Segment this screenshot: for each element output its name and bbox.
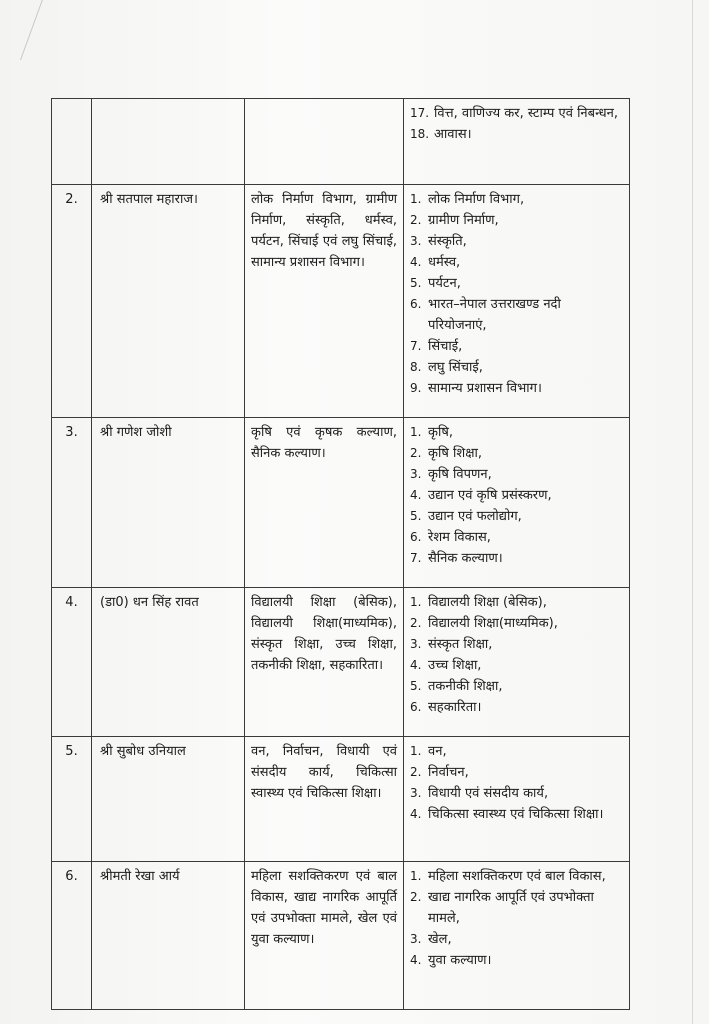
list-item-text: लघु सिंचाई, bbox=[428, 360, 483, 375]
list-item-number: 4. bbox=[410, 488, 422, 502]
department-list-cell bbox=[404, 99, 630, 185]
list-item-text: सहकारिता। bbox=[428, 700, 482, 715]
list-item bbox=[410, 634, 623, 655]
list-item bbox=[410, 613, 623, 634]
department-list-cell bbox=[404, 185, 630, 418]
list-item bbox=[410, 592, 623, 613]
list-item-text: रेशम विकास, bbox=[428, 530, 491, 545]
list-item-text: विद्यालयी शिक्षा (बेसिक), bbox=[428, 595, 547, 610]
minister-name bbox=[92, 99, 245, 185]
list-item-text: वित्त, वाणिज्य कर, स्टाम्प एवं निबन्धन, bbox=[434, 106, 619, 121]
list-item-text: उच्च शिक्षा, bbox=[428, 658, 482, 673]
department-summary: वन, निर्वाचन, विधायी एवं संसदीय कार्य, चिकित्सा स्वास्थ्य एवं चिकित्सा शिक्षा। bbox=[245, 737, 404, 862]
list-item bbox=[410, 506, 623, 527]
list-item-number: 1. bbox=[410, 425, 422, 439]
list-item-number: 6. bbox=[410, 700, 422, 714]
list-item-number: 9. bbox=[410, 381, 422, 395]
list-item-text: खेल, bbox=[428, 932, 452, 947]
list-item-text: उद्यान एवं फलोद्योग, bbox=[428, 509, 522, 524]
list-item bbox=[410, 336, 623, 357]
list-item bbox=[410, 357, 623, 378]
list-item-text: पर्यटन, bbox=[428, 276, 461, 291]
list-item-number: 4. bbox=[410, 255, 422, 269]
list-item-number: 5. bbox=[410, 509, 422, 523]
list-item bbox=[410, 210, 623, 231]
list-item bbox=[410, 231, 623, 252]
department-summary: महिला सशक्तिकरण एवं बाल विकास, खाद्य नागरिक आपूर्ति एवं उपभोक्ता मामले, खेल एवं युवा कल्याण। bbox=[245, 862, 404, 1010]
list-item-number: 1. bbox=[410, 192, 422, 206]
department-summary: कृषि एवं कृषक कल्याण, सैनिक कल्याण। bbox=[245, 418, 404, 588]
list-item-text: सामान्य प्रशासन विभाग। bbox=[428, 381, 542, 396]
list-item-number: 3. bbox=[410, 932, 422, 946]
list-item-text: तकनीकी शिक्षा, bbox=[428, 679, 503, 694]
department-list bbox=[410, 422, 623, 569]
table-row bbox=[52, 737, 630, 862]
list-item-text: लोक निर्माण विभाग, bbox=[428, 192, 525, 207]
department-list-cell bbox=[404, 737, 630, 862]
list-item-number: 3. bbox=[410, 234, 422, 248]
list-item-text: भारत–नेपाल उत्तराखण्ड नदी परियोजनाएं, bbox=[428, 297, 561, 333]
list-item bbox=[410, 804, 623, 825]
list-item-number: 4. bbox=[410, 953, 422, 967]
serial-number bbox=[52, 99, 92, 185]
list-item-number: 5. bbox=[410, 679, 422, 693]
list-item bbox=[410, 464, 623, 485]
list-item bbox=[410, 929, 623, 950]
list-item-number: 2. bbox=[410, 765, 422, 779]
list-item-text: उद्यान एवं कृषि प्रसंस्करण, bbox=[428, 488, 552, 503]
serial-number: 6. bbox=[52, 862, 92, 1010]
list-item-number: 17. bbox=[410, 106, 430, 120]
page-corner-mark bbox=[0, 0, 43, 60]
list-item-number: 1. bbox=[410, 869, 422, 883]
list-item-number: 2. bbox=[410, 213, 422, 227]
list-item bbox=[410, 950, 623, 971]
minister-name: श्री सुबोध उनियाल bbox=[92, 737, 245, 862]
list-item-number: 1. bbox=[410, 595, 422, 609]
list-item bbox=[410, 762, 623, 783]
list-item bbox=[410, 866, 623, 887]
list-item-text: संस्कृत शिक्षा, bbox=[428, 637, 493, 652]
list-item-text: धर्मस्व, bbox=[428, 255, 461, 270]
page-edge-line bbox=[692, 0, 693, 1024]
list-item-number: 1. bbox=[410, 744, 422, 758]
table-row bbox=[52, 185, 630, 418]
list-item bbox=[410, 697, 623, 718]
list-item bbox=[410, 252, 623, 273]
list-item bbox=[410, 422, 623, 443]
list-item-number: 7. bbox=[410, 339, 422, 353]
list-item-number: 4. bbox=[410, 807, 422, 821]
list-item bbox=[410, 485, 623, 506]
list-item bbox=[410, 443, 623, 464]
list-item-number: 5. bbox=[410, 276, 422, 290]
list-item bbox=[410, 294, 623, 336]
list-item-number: 6. bbox=[410, 530, 422, 544]
list-item bbox=[410, 378, 623, 399]
list-item-number: 2. bbox=[410, 890, 422, 904]
minister-name: श्री गणेश जोशी bbox=[92, 418, 245, 588]
list-item bbox=[410, 103, 623, 124]
list-item-text: ग्रामीण निर्माण, bbox=[428, 213, 499, 228]
list-item-text: कृषि, bbox=[428, 425, 453, 440]
department-summary bbox=[245, 99, 404, 185]
list-item-text: संस्कृति, bbox=[428, 234, 467, 249]
minister-name: श्रीमती रेखा आर्य bbox=[92, 862, 245, 1010]
list-item-number: 4. bbox=[410, 658, 422, 672]
department-list-cell bbox=[404, 588, 630, 737]
table-row bbox=[52, 588, 630, 737]
list-item-number: 8. bbox=[410, 360, 422, 374]
table-row bbox=[52, 99, 630, 185]
list-item-text: वन, bbox=[428, 744, 447, 759]
department-list bbox=[410, 866, 623, 971]
list-item bbox=[410, 783, 623, 804]
department-list-cell bbox=[404, 862, 630, 1010]
department-summary: विद्यालयी शिक्षा (बेसिक), विद्यालयी शिक्षा(माध्यमिक), संस्कृत शिक्षा, उच्च शिक्षा, तकनीकी शिक्षा, सहकारिता। bbox=[245, 588, 404, 737]
list-item-text: निर्वाचन, bbox=[428, 765, 469, 780]
list-item-text: सिंचाई, bbox=[428, 339, 463, 354]
list-item-number: 3. bbox=[410, 786, 422, 800]
minister-name: (डा0) धन सिंह रावत bbox=[92, 588, 245, 737]
serial-number: 3. bbox=[52, 418, 92, 588]
list-item-number: 18. bbox=[410, 127, 430, 141]
table-row bbox=[52, 862, 630, 1010]
list-item bbox=[410, 548, 623, 569]
list-item-number: 7. bbox=[410, 551, 422, 565]
list-item-text: खाद्य नागरिक आपूर्ति एवं उपभोक्ता मामले, bbox=[428, 890, 594, 926]
list-item-text: महिला सशक्तिकरण एवं बाल विकास, bbox=[428, 869, 606, 884]
department-list bbox=[410, 103, 623, 145]
list-item-text: युवा कल्याण। bbox=[428, 953, 492, 968]
list-item-text: कृषि शिक्षा, bbox=[428, 446, 483, 461]
list-item bbox=[410, 887, 623, 929]
serial-number: 4. bbox=[52, 588, 92, 737]
list-item-text: चिकित्सा स्वास्थ्य एवं चिकित्सा शिक्षा। bbox=[428, 807, 604, 822]
minister-portfolio-table bbox=[51, 98, 630, 1010]
serial-number: 2. bbox=[52, 185, 92, 418]
department-list bbox=[410, 592, 623, 718]
table-row bbox=[52, 418, 630, 588]
department-summary: लोक निर्माण विभाग, ग्रामीण निर्माण, संस्कृति, धर्मस्व, पर्यटन, सिंचाई एवं लघु सिंचाई, सामान्य प्रशासन विभाग। bbox=[245, 185, 404, 418]
department-list-cell bbox=[404, 418, 630, 588]
list-item bbox=[410, 189, 623, 210]
list-item-text: विद्यालयी शिक्षा(माध्यमिक), bbox=[428, 616, 558, 631]
list-item bbox=[410, 741, 623, 762]
list-item bbox=[410, 124, 623, 145]
list-item-number: 3. bbox=[410, 637, 422, 651]
list-item-number: 2. bbox=[410, 616, 422, 630]
minister-name: श्री सतपाल महाराज। bbox=[92, 185, 245, 418]
list-item-text: कृषि विपणन, bbox=[428, 467, 492, 482]
list-item-number: 6. bbox=[410, 297, 422, 311]
list-item bbox=[410, 676, 623, 697]
list-item bbox=[410, 527, 623, 548]
list-item bbox=[410, 655, 623, 676]
serial-number: 5. bbox=[52, 737, 92, 862]
list-item-text: आवास। bbox=[434, 127, 472, 142]
department-list bbox=[410, 741, 623, 825]
list-item-number: 3. bbox=[410, 467, 422, 481]
list-item bbox=[410, 273, 623, 294]
list-item-text: सैनिक कल्याण। bbox=[428, 551, 503, 566]
department-list bbox=[410, 189, 623, 399]
list-item-text: विधायी एवं संसदीय कार्य, bbox=[428, 786, 549, 801]
list-item-number: 2. bbox=[410, 446, 422, 460]
